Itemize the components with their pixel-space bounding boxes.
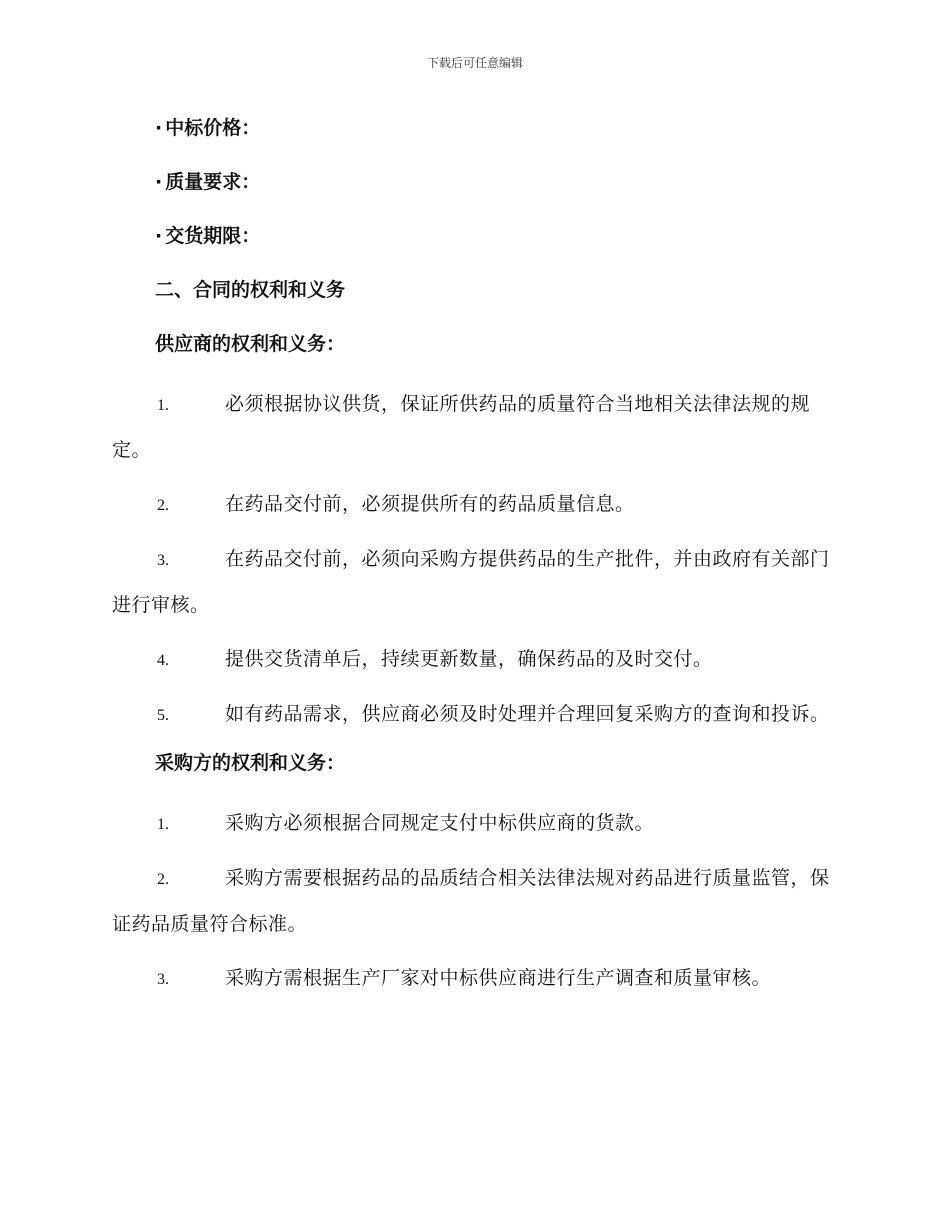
- bullet-label: 交货期限：: [165, 225, 261, 247]
- supplier-item: [112, 482, 837, 528]
- item-number: 5.: [157, 707, 169, 724]
- item-number: 4.: [157, 652, 169, 669]
- item-number: 1.: [157, 397, 169, 414]
- item-text: 在药品交付前，必须向采购方提供药品的生产批件，并由政府有关部门进行审核。: [112, 548, 830, 616]
- item-text: 采购方需要根据药品的品质结合相关法律法规对药品进行质量监管，保证药品质量符合标准。: [112, 867, 830, 935]
- bullet-bid-price: [112, 112, 837, 166]
- page-header: 下载后可任意编辑: [426, 56, 523, 70]
- purchaser-item: [112, 801, 837, 847]
- bullet-symbol: ·: [155, 225, 163, 247]
- item-text: 采购方需根据生产厂家对中标供应商进行生产调查和质量审核。: [225, 967, 772, 989]
- purchaser-heading: 采购方的权利和义务：: [155, 752, 346, 774]
- item-text: 必须根据协议供货，保证所供药品的质量符合当地相关法律法规的规定。: [112, 393, 811, 461]
- purchaser-item: [112, 956, 837, 1002]
- item-number: 2.: [157, 871, 169, 888]
- bullet-delivery-deadline: [112, 220, 837, 274]
- item-text: 如有药品需求，供应商必须及时处理并合理回复采购方的查询和投诉。: [225, 703, 830, 725]
- item-number: 1.: [157, 816, 169, 833]
- item-text: 在药品交付前，必须提供所有的药品质量信息。: [225, 493, 635, 515]
- bullet-symbol: ·: [155, 171, 163, 193]
- bullet-label: 质量要求：: [165, 171, 261, 193]
- supplier-item: [112, 637, 837, 683]
- bullet-quality-requirements: [112, 166, 837, 220]
- item-text: 提供交货清单后，持续更新数量，确保药品的及时交付。: [225, 648, 713, 670]
- section-heading: 二、合同的权利和义务: [155, 279, 346, 301]
- document-body: [112, 112, 837, 1011]
- supplier-item: [112, 382, 837, 473]
- item-text: 采购方必须根据合同规定支付中标供应商的货款。: [225, 812, 655, 834]
- supplier-item: [112, 537, 837, 628]
- purchaser-item: [112, 856, 837, 947]
- item-number: 3.: [157, 552, 169, 569]
- bullet-label: 中标价格：: [165, 117, 261, 139]
- bullet-symbol: ·: [155, 117, 163, 139]
- item-number: 2.: [157, 497, 169, 514]
- supplier-heading: 供应商的权利和义务：: [155, 333, 346, 355]
- supplier-item: [112, 692, 837, 738]
- item-number: 3.: [157, 971, 169, 988]
